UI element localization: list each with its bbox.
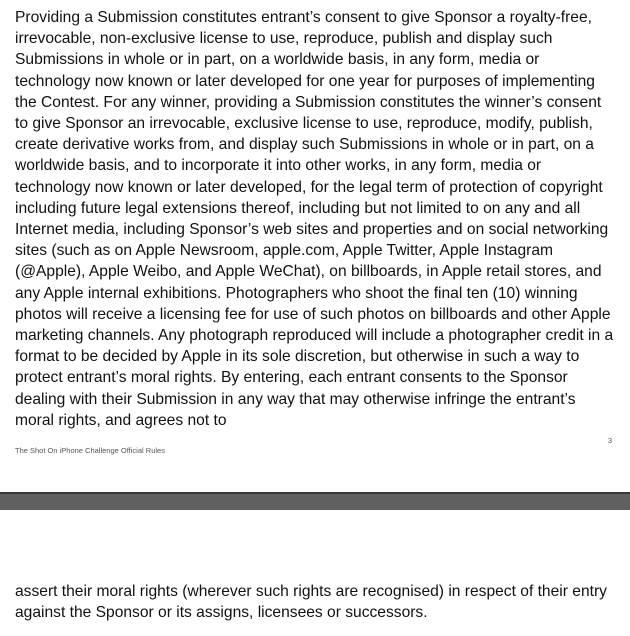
page-4-body-text: assert their moral rights (wherever such rights are recognised) in respect of their entry against the Sponsor or its assigns, licensees or successors. <box>15 583 607 622</box>
page-separator <box>0 492 630 510</box>
document-page-4 <box>0 510 630 636</box>
page-number: 3 <box>607 436 612 445</box>
page-footer-title: The Shot On iPhone Challenge Official Rules <box>15 446 165 455</box>
page-3-body-text: Providing a Submission constitutes entrant’s consent to give Sponsor a royalty-free, irrevocable, non-exclusive license to use, reproduce, publish and display such Submissions in whole or in part, on a worldwide basis, in any form, media or technology now known or later developed for one year for purposes of implementing the Contest. For any winner, providing a Submission constitutes the winner’s consent to give Sponsor an irrevocable, exclusive license to use, reproduce, modify, publish, create derivative works from, and display such Submissions in whole or in part, on a worldwide basis, and to incorporate it into other works, in any form, media or technology now known or later developed, for the legal term of protection of copyright including future legal extensions thereof, including but not limited to on any and all Internet media, including Sponsor’s web sites and properties and on social networking sites (such as on Apple Newsroom, apple.com, Apple Twitter, Apple Instagram (@Apple), Apple Weibo, and Apple WeChat), on billboards, in Apple retail stores, and any Apple internal exhibitions. Photographers who shoot the final ten (10) winning photos will receive a licensing fee for use of such photos on billboards and other Apple marketing channels. Any photograph reproduced will include a photographer credit in a format to be decided by Apple in its sole discretion, but otherwise in such a way to protect entrant’s moral rights. By entering, each entrant consents to the Sponsor dealing with their Submission in any way that may otherwise infringe the entrant’s moral rights, and agrees not to <box>15 9 614 429</box>
